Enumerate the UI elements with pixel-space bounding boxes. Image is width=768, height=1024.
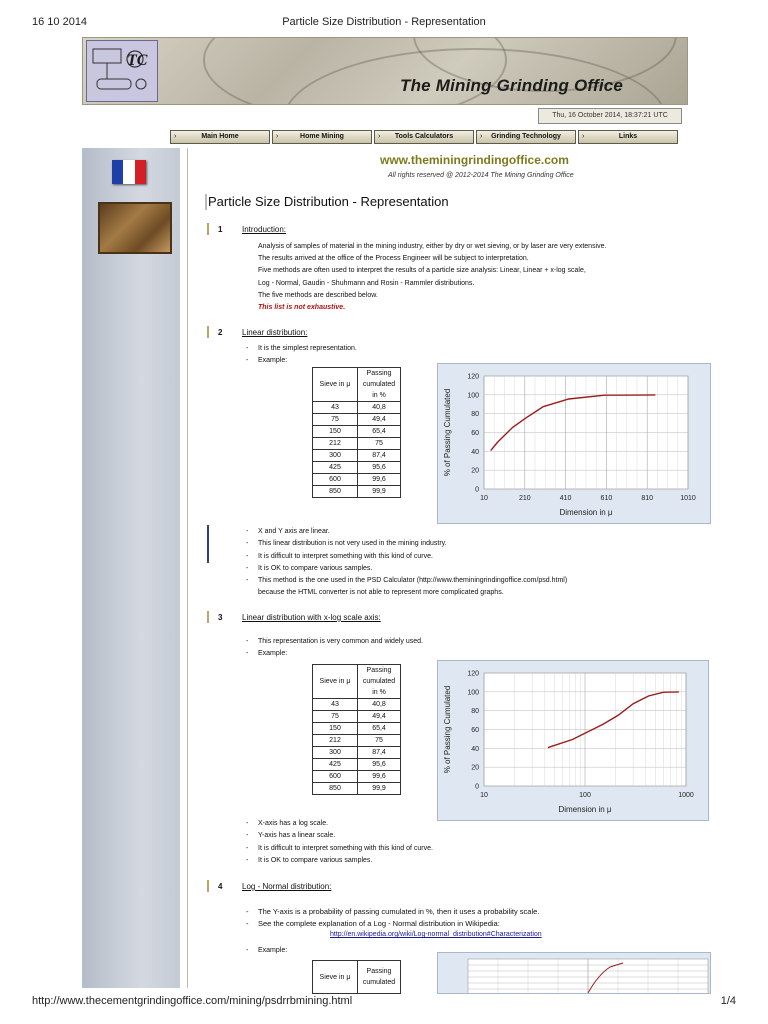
y-tick-label: 40 [471,448,479,456]
logo-machine-icon [87,41,157,101]
section-1-text: Analysis of samples of material in the mining industry, either by dry or wet sieving, or by laser are very extensive. The results arrived at the office of the Process Engineer will be subject to interpretation. Five methods are often used to interpret the results of a particle size analysis: Linear, Linear + x-log scale, Log - Normal, Gaudin - Shuhmann and Rosin - Rammler distributions. The five methods are described below. This list is not exhaustive. [258,241,698,314]
mill-photo[interactable] [98,202,172,254]
wikipedia-link[interactable]: http://en.wikipedia.org/wiki/Log-normal_distribution#Characterization [330,931,542,938]
site-title: The Mining Grinding Office [400,76,624,95]
section-1-number: 1 [218,225,223,234]
psd-table-1 [312,367,401,498]
list-item: - The Y-axis is a probability of passing cumulated in %, then it uses a probability scale. [246,906,696,918]
y-tick-label: 60 [471,430,479,437]
datetime-box: Thu, 16 October 2014, 18:37:21 UTC [538,108,682,124]
nav-tools-calculators[interactable]: › Tools Calculators [374,130,474,144]
list-item: - Y-axis has a linear scale. [246,830,696,842]
x-axis-label: Dimension in μ [558,805,612,814]
list-item: - This method is the one used in the PSD Calculator (http://www.theminingrindingoffice.com/psd.html) [246,575,696,587]
x-tick-label: 1000 [678,792,694,799]
table-row: 425 95,6 [313,462,401,474]
print-url[interactable]: http://www.thecementgrindingoffice.com/mining/psdrrbmining.html [32,995,353,1007]
table-row: 212 75 [313,735,401,747]
nav-home-mining[interactable]: › Home Mining [272,130,372,144]
x-tick-label: 610 [600,495,613,502]
list-item-continuation: because the HTML converter is not able to represent more complicated graphs. [258,589,504,597]
x-tick-label: 100 [579,792,591,799]
arrow-right-icon: › [378,133,381,140]
page-title: Particle Size Distribution - Representation [208,194,449,209]
y-tick-label: 100 [467,392,479,400]
y-tick-label: 40 [471,745,479,753]
copyright-text: All rights reserved @ 2012-2014 The Mining Grinding Office [388,172,574,179]
title-accent-bar [205,194,207,210]
y-tick-label: 60 [471,727,479,734]
list-item: - It is difficult to interpret something with this kind of curve. [246,551,696,563]
nav-grinding-technology[interactable]: › Grinding Technology [476,130,576,144]
list-item: - It is the simplest representation. [246,343,696,355]
table-row: 75 49,4 [313,711,401,723]
section-1-title: Introduction: [242,225,287,234]
y-tick-label: 80 [471,411,479,419]
chart-xlog [437,660,709,821]
list-item: - This representation is very common and widely used. [246,636,696,648]
x-axis-label: Dimension in μ [559,508,613,517]
table-header-passing: Passing cumulated in % [358,665,401,699]
print-date: 16 10 2014 [32,16,88,28]
chart-linear-svg [438,364,710,523]
table-row: 425 95,6 [313,759,401,771]
table-row: 75 49,4 [313,414,401,426]
table-row: 850 99,9 [313,486,401,498]
x-tick-label: 810 [641,495,654,502]
table-header-passing: Passing cumulated [358,961,401,994]
arrow-right-icon: › [174,133,177,140]
y-tick-label: 0 [475,486,479,494]
y-tick-label: 20 [471,764,479,772]
section-3-number: 3 [218,613,223,622]
section-accent-blue [207,525,209,563]
x-tick-label: 210 [518,495,531,502]
print-page-number: 1/4 [720,995,736,1007]
section-2-title: Linear distribution: [242,328,308,337]
psd-table-3-partial [312,960,401,994]
section-3-title: Linear distribution with x-log scale axis: [242,613,381,622]
section-4-bullets-top [246,906,696,931]
list-item: - This linear distribution is not very used in the mining industry. [246,538,696,550]
table-header-sieve: Sieve in μ [313,665,358,699]
table-row: 150 65,4 [313,426,401,438]
list-item: - See the complete explanation of a Log - Normal distribution in Wikipedia: [246,918,696,930]
arrow-right-icon: › [582,133,585,140]
svg-text:TC: TC [127,52,148,69]
list-item: - Example: [246,355,696,367]
table-header-sieve: Sieve in μ [313,961,358,994]
section-2-number: 2 [218,328,223,337]
section-4-number: 4 [218,882,223,891]
section-4-title: Log - Normal distribution: [242,882,332,891]
section-accent-bar [207,611,209,623]
section-3-bullets-top [246,636,696,661]
list-item: - It is difficult to interpret something with this kind of curve. [246,843,696,855]
table-row: 300 87,4 [313,450,401,462]
content-divider [187,148,188,988]
y-axis-label: % of Passing Cumulated [443,388,452,477]
section-accent-bar [207,326,209,338]
arrow-right-icon: › [480,133,483,140]
table-row: 150 65,4 [313,723,401,735]
section-accent-bar [207,880,209,892]
chart-xlog-svg [438,661,708,820]
site-logo[interactable] [86,40,158,102]
table-row: 850 99,9 [313,783,401,795]
nav-links[interactable]: › Links [578,130,678,144]
table-row: 600 99,6 [313,474,401,486]
y-tick-label: 120 [467,670,479,678]
list-item: - X and Y axis are linear. [246,526,696,538]
table-header-passing: Passing cumulated in % [358,368,401,402]
table-row: 600 99,6 [313,771,401,783]
list-item: - Example: [246,945,696,957]
table-row: 43 40,8 [313,402,401,414]
y-axis-label: % of Passing Cumulated [443,685,452,774]
nav-main-home[interactable]: › Main Home [170,130,270,144]
table-header-sieve: Sieve in μ [313,368,358,402]
table-row: 300 87,4 [313,747,401,759]
x-tick-label: 10 [480,495,488,502]
y-tick-label: 100 [467,689,479,697]
chart-linear [437,363,711,524]
list-item: - Example: [246,648,696,660]
exhaustive-note: This list is not exhaustive. [258,304,346,312]
x-tick-label: 410 [559,495,572,502]
x-tick-label: 10 [480,792,488,799]
print-title: Particle Size Distribution - Representation [282,16,486,28]
y-tick-label: 120 [467,373,479,381]
x-tick-label: 1010 [680,495,696,502]
y-tick-label: 20 [471,467,479,475]
section-3-bullets-bottom [246,818,696,867]
arrow-right-icon: › [276,133,279,140]
y-tick-label: 0 [475,783,479,791]
list-item: - It is OK to compare various samples. [246,563,696,575]
y-tick-label: 80 [471,708,479,716]
site-url-link[interactable]: www.theminingrindingoffice.com [380,153,569,167]
list-item: - X-axis has a log scale. [246,818,696,830]
table-row: 43 40,8 [313,699,401,711]
section-2-bullets-bottom [246,526,696,600]
list-item: - It is OK to compare various samples. [246,855,696,867]
section-accent-bar [207,223,209,235]
chart-lognormal-svg [438,953,710,993]
table-row: 212 75 [313,438,401,450]
french-flag-icon[interactable] [112,160,146,184]
psd-table-2 [312,664,401,795]
left-sidebar [82,148,180,988]
chart-lognormal-partial [437,952,711,994]
